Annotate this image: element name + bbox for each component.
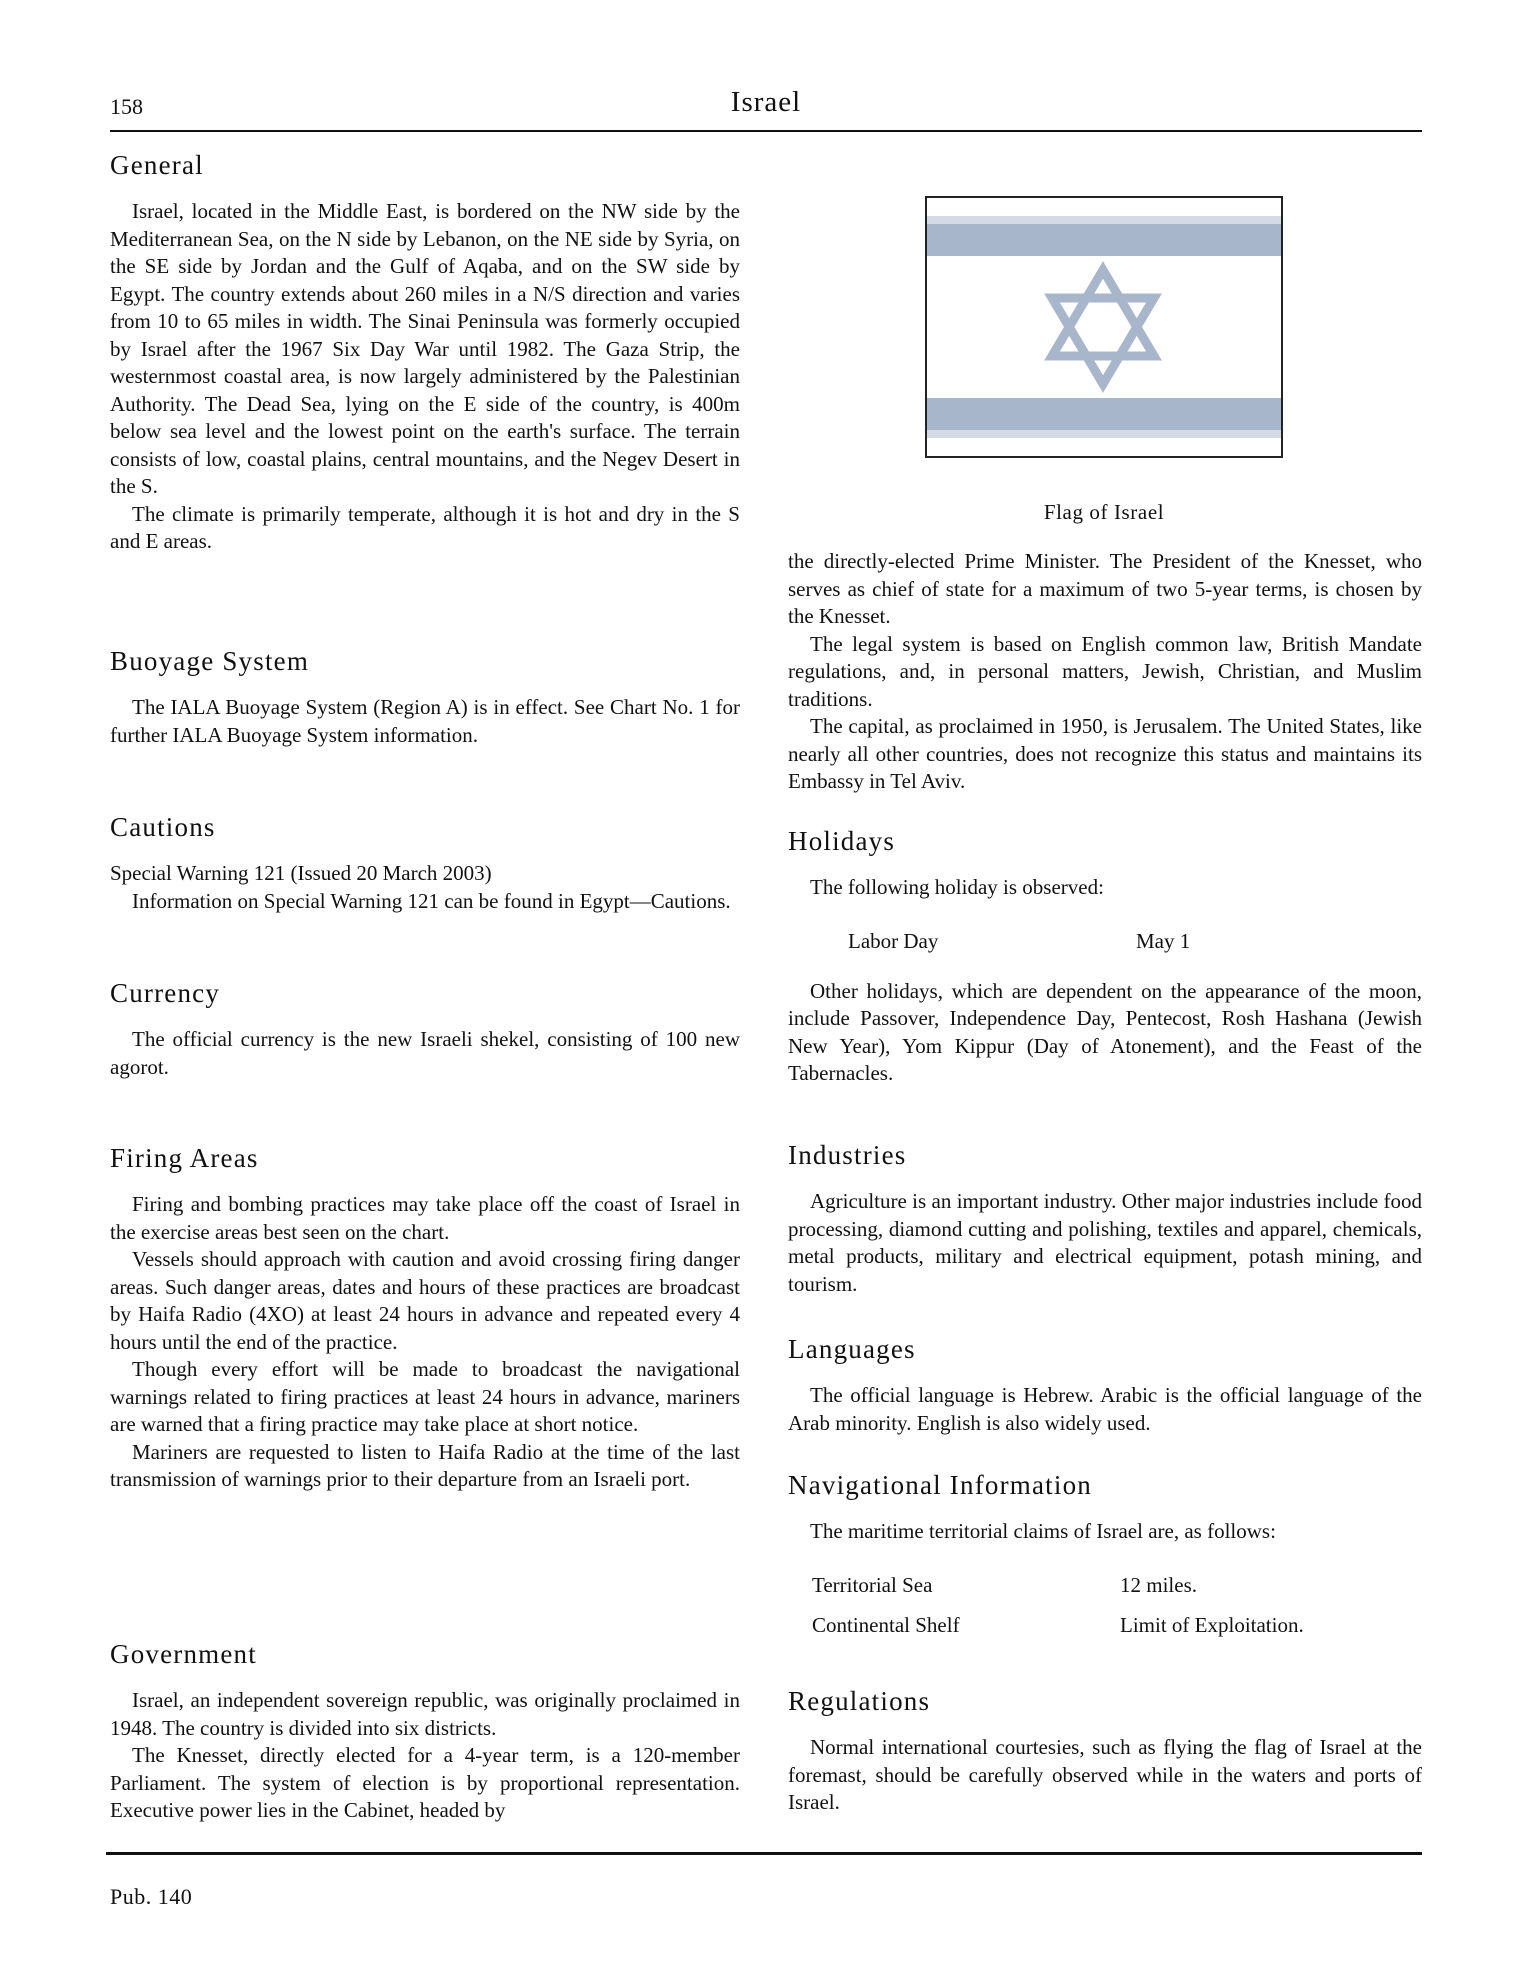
header-rule xyxy=(110,130,1422,132)
section-heading: Industries xyxy=(788,1140,907,1170)
section-heading: Firing Areas xyxy=(110,1143,259,1173)
paragraph: The legal system is based on English common law, British Mandate regulations, and, in personal matters, Jewish, Christian, and Muslim traditions. xyxy=(788,631,1422,711)
paragraph: Israel, located in the Middle East, is bordered on the NW side by the Mediterranean Sea, on the N side by Lebanon, on the NE side by Syria, on the SE side by Jordan and the Gulf of Aqaba, and on the SW side by Egypt. The country extends about 260 miles in a N/S direction and varies from 10 to 65 miles in width. The Sinai Peninsula was formerly occupied by Israel after the 1967 Six Day War until 1982. The Gaza Strip, the westernmost coastal area, is now largely administered by the Palestinian Authority. The Dead Sea, lying on the E side of the country, is 400m below sea level and the lowest point on the earth's surface. The terrain consists of low, coastal plains, central mountains, and the Negev Desert in the S. xyxy=(110,199,740,498)
section-heading: Currency xyxy=(110,978,221,1008)
section-heading: Navigational Information xyxy=(788,1470,1092,1500)
paragraph: Vessels should approach with caution and avoid crossing firing danger areas. Such danger areas, dates and hours of these practices are broadcast by Haifa Radio (4XO) at least 24 hours in advance and repeated every 4 hours until the end of the practice. xyxy=(110,1247,740,1354)
section-government xyxy=(110,1637,740,1825)
flag-stripe-bottom-light xyxy=(927,430,1281,438)
maritime-claims-table xyxy=(812,1566,1304,1646)
section-heading: Buoyage System xyxy=(110,646,310,676)
section-currency xyxy=(110,976,740,1081)
paragraph: Agriculture is an important industry. Other major industries include food processing, diamond cutting and polishing, textiles and apparel, chemicals, metal products, military and electrical equipment, potash mining, and tourism. xyxy=(788,1189,1422,1296)
section-navigational-information xyxy=(788,1468,1422,1646)
claim-name: Territorial Sea xyxy=(812,1572,933,1597)
section-heading: Cautions xyxy=(110,812,216,842)
paragraph: The Knesset, directly elected for a 4-year term, is a 120-member Parliament. The system of election is by proportional representation. Executive power lies in the Cabinet, headed by xyxy=(110,1743,740,1822)
section-firing-areas xyxy=(110,1141,740,1494)
publication-label: Pub. 140 xyxy=(110,1884,193,1909)
holiday-date: May 1 xyxy=(1136,928,1191,953)
right-column xyxy=(788,548,1422,1848)
section-industries xyxy=(788,1138,1422,1298)
paragraph: Information on Special Warning 121 can be found in Egypt—Cautions. xyxy=(132,888,731,913)
section-heading: Regulations xyxy=(788,1686,931,1716)
section-heading: General xyxy=(110,150,204,180)
claim-value: Limit of Exploitation. xyxy=(1120,1612,1304,1637)
paragraph: The maritime territorial claims of Israel are, as follows: xyxy=(810,1519,1276,1543)
page-header xyxy=(110,84,1422,128)
claim-name: Continental Shelf xyxy=(812,1612,960,1637)
table-row xyxy=(812,1566,1304,1606)
page-number: 158 xyxy=(110,94,143,119)
section-heading: Holidays xyxy=(788,826,896,856)
paragraph: Firing and bombing practices may take place off the coast of Israel in the exercise areas best seen on the chart. xyxy=(110,1192,740,1244)
paragraph: Israel, an independent sovereign republic, was originally proclaimed in 1948. The country is divided into six districts. xyxy=(110,1688,740,1740)
flag-graphic xyxy=(927,198,1281,456)
claim-value: 12 miles. xyxy=(1120,1572,1197,1597)
paragraph: Though every effort will be made to broadcast the navigational warnings related to firing practices at least 24 hours in advance, mariners are warned that a firing practice may take place at short notice. xyxy=(110,1357,740,1436)
paragraph: Other holidays, which are dependent on the appearance of the moon, include Passover, Independence Day, Pentecost, Rosh Hashana (Jewish New Year), Yom Kippur (Day of Atonement), and the Feast of the Tabernacles. xyxy=(788,978,1422,1085)
section-heading: Government xyxy=(110,1639,257,1669)
paragraph: The official language is Hebrew. Arabic is the official language of the Arab minority. English is also widely used. xyxy=(788,1383,1422,1435)
flag-stripe-bottom xyxy=(927,398,1281,430)
section-heading: Languages xyxy=(788,1334,916,1364)
section-government-continued xyxy=(788,548,1422,796)
flag-caption: Flag of Israel xyxy=(1043,500,1165,524)
table-row xyxy=(848,922,1190,962)
paragraph: the directly-elected Prime Minister. The President of the Knesset, who serves as chief of state for a maximum of two 5-year terms, is chosen by the Knesset. xyxy=(788,549,1422,628)
paragraph: The climate is primarily temperate, although it is hot and dry in the S and E areas. xyxy=(110,501,740,553)
paragraph: The capital, as proclaimed in 1950, is Jerusalem. The United States, like nearly all other countries, does not recognize this status and maintains its Embassy in Tel Aviv. xyxy=(788,714,1422,793)
subheading: Special Warning 121 (Issued 20 March 2003) xyxy=(110,861,492,885)
holiday-table xyxy=(848,922,1190,962)
section-languages xyxy=(788,1332,1422,1437)
paragraph: The following holiday is observed: xyxy=(810,875,1104,899)
table-row xyxy=(812,1606,1304,1646)
flag-stripe-top-light xyxy=(927,216,1281,224)
section-cautions xyxy=(110,810,740,915)
flag-stripe-top xyxy=(927,224,1281,256)
holiday-name: Labor Day xyxy=(848,928,939,953)
paragraph: The official currency is the new Israeli shekel, consisting of 100 new agorot. xyxy=(110,1027,740,1079)
section-buoyage xyxy=(110,644,740,749)
paragraph: The IALA Buoyage System (Region A) is in effect. See Chart No. 1 for further IALA Buoyage System information. xyxy=(110,695,740,747)
paragraph: Normal international courtesies, such as flying the flag of Israel at the foremast, should be carefully observed while in the waters and ports of Israel. xyxy=(788,1735,1422,1814)
footer-rule xyxy=(106,1852,1422,1855)
flag-of-israel-image xyxy=(925,196,1283,458)
section-regulations xyxy=(788,1684,1422,1817)
section-general xyxy=(110,148,740,556)
page-title: Israel xyxy=(730,86,802,118)
section-holidays xyxy=(788,824,1422,1088)
paragraph: Mariners are requested to listen to Haifa Radio at the time of the last transmission of warnings prior to their departure from an Israeli port. xyxy=(110,1439,740,1491)
